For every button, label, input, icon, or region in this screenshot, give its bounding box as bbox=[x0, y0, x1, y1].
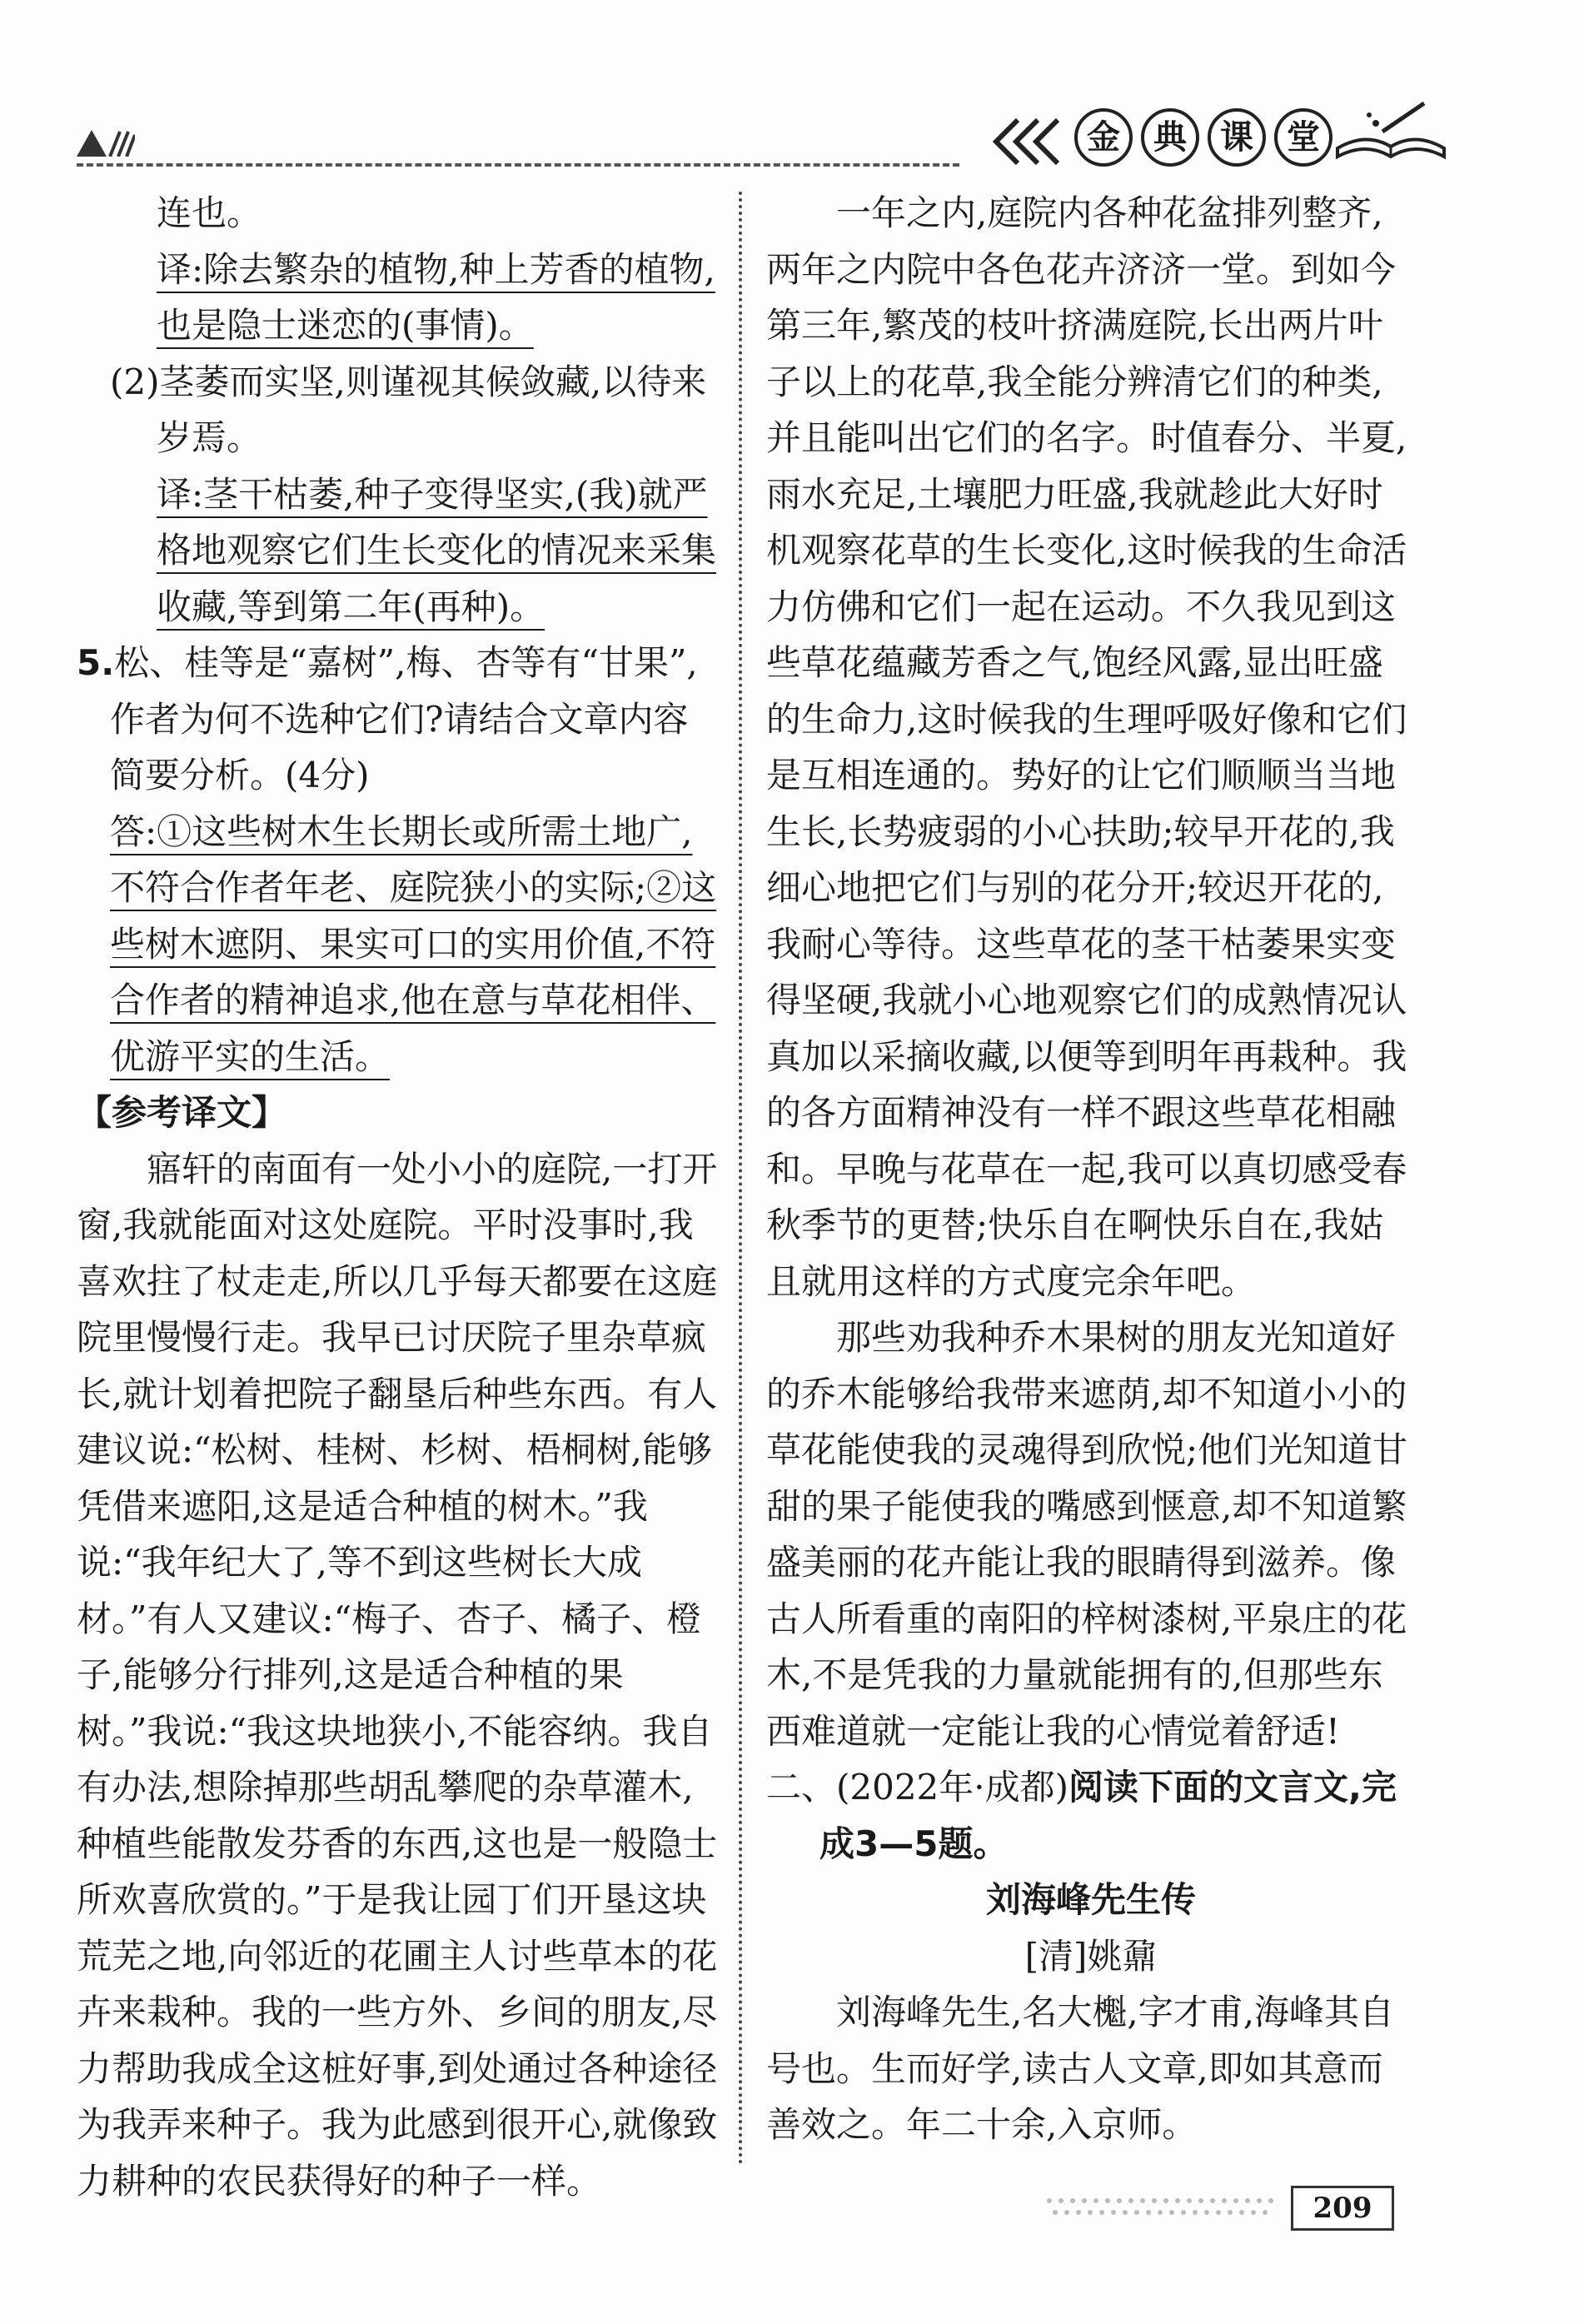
passage-paragraph: 刘海峰先生,名大櫆,字才甫,海峰其自号也。生而好学,读古人文章,即如其意而善效之。年二十余,入京师。 bbox=[766, 1992, 1395, 2145]
text-line: 译:除去繁杂的植物,种上芳香的植物, bbox=[157, 248, 715, 290]
column-divider bbox=[739, 192, 742, 2166]
triangle-decoration-icon bbox=[77, 127, 135, 157]
open-book-icon bbox=[1332, 98, 1449, 165]
translation-paragraph: 一年之内,庭院内各种花盆排列整齐,两年之内院中各色花卉济济一堂。到如今第三年,繁茂的枝叶挤满庭院,长出两片叶子以上的花草,我全能分辨清它们的种类,并且能叫出它们的名字。时值春分、半夏,雨水充足,土壤肥力旺盛,我就趁此大好时机观察花草的生长变化,这时候我的生命活力仿佛和它们一起在运动。不久我见到这些草花蕴藏芳香之气,饱经风露,显出旺盛的生命力,这时候我的生理呼吸好像和它们是互相连通的。势好的让它们顺顺当当地生长,长势疲弱的小心扶助;较早开花的,我细心地把它们与别的花分开;较迟开花的,我耐心等待。这些草花的茎干枯萎果实变得坚硬,我就小心地观察它们的成熟情况认真加以采摘收藏,以便等到明年再栽种。我的各方面精神没有一样不跟这些草花相融和。早晚与花草在一起,我可以真切感受春秋季节的更替;快乐自在啊快乐自在,我姑且就用这样的方式度完余年吧。 bbox=[766, 192, 1407, 1302]
page-footer bbox=[1041, 2182, 1424, 2232]
brand-logo: 金 典 课 堂 bbox=[1074, 108, 1332, 167]
text-line: 收藏,等到第二年(再种)。 bbox=[157, 586, 545, 627]
left-column bbox=[77, 185, 718, 2209]
page-header bbox=[0, 0, 1584, 192]
right-column bbox=[766, 185, 1416, 2153]
question-5: 5.松、桂等是“嘉树”,梅、杏等有“甘果”,作者为何不选种它们?请结合文章内容简要分析。(4分) bbox=[77, 642, 698, 795]
passage-author: [清]姚鼐 bbox=[1024, 1935, 1158, 1977]
header-dashed-rule bbox=[77, 163, 959, 167]
text-line: 格地观察它们生长变化的情况来采集 bbox=[157, 530, 717, 571]
text-line: 译:茎干枯萎,种子变得坚实,(我)就严 bbox=[157, 473, 708, 515]
reference-heading: 【参考译文】 bbox=[77, 1092, 287, 1133]
text-line: (2)茎萎而实坚,则谨视其候敛藏,以待来 bbox=[110, 361, 707, 402]
translation-paragraph: 寤轩的南面有一处小小的庭院,一打开窗,我就能面对这处庭院。平时没事时,我喜欢拄了杖走走,所以几乎每天都要在这庭院里慢慢行走。我早已讨厌院子里杂草疯长,就计划着把院子翻垦后种些东西。有人建议说:“松树、桂树、杉树、梧桐树,能够凭借来遮阳,这是适合种植的树木。”我说:“我年纪大了,等不到这些树长大成材。”有人又建议:“梅子、杏子、橘子、橙子,能够分行排列,这是适合种植的果树。”我说:“我这块地狭小,不能容纳。我自有办法,想除掉那些胡乱攀爬的杂草灌木,种植些能散发芬香的东西,这也是一般隐士所欢喜欣赏的。”于是我让园丁们开垦这块荒芜之地,向邻近的花圃主人讨些草本的花卉来栽种。我的一些方外、乡间的朋友,尽力帮助我成全这桩好事,到处通过各种途径为我弄来种子。我为此感到很开心,就像致力耕种的农民获得好的种子一样。 bbox=[77, 1148, 718, 2202]
text-line: 也是隐士迷恋的(事情)。 bbox=[157, 305, 534, 346]
answer-5: 答:①这些树木生长期长或所需土地广,不符合作者年老、庭院狭小的实际;②这些树木遮阴、果实可口的实用价值,不符合作者的精神追求,他在意与草花相伴、优游平实的生活。 bbox=[110, 810, 717, 1077]
question-2-heading: 二、(2022年·成都)阅读下面的文言文,完成3—5题。 bbox=[766, 1767, 1397, 1864]
text-line: 岁焉。 bbox=[157, 417, 262, 458]
passage-title: 刘海峰先生传 bbox=[985, 1879, 1196, 1920]
page-number: 209 bbox=[1291, 2186, 1394, 2231]
translation-paragraph: 那些劝我种乔木果树的朋友光知道好的乔木能够给我带来遮荫,却不知道小小的草花能使我的灵魂得到欣悦;他们光知道甘甜的果子能使我的嘴感到惬意,却不知道繁盛美丽的花卉能让我的眼睛得到滋养。像古人所看重的南阳的梓树漆树,平泉庄的花木,不是凭我的力量就能拥有的,但那些东西难道就一定能让我的心情觉着舒适! bbox=[766, 1317, 1408, 1752]
dot-pattern-decoration bbox=[1041, 2192, 1283, 2226]
chevrons-left-icon bbox=[991, 117, 1066, 167]
text-line: 连也。 bbox=[157, 192, 262, 233]
